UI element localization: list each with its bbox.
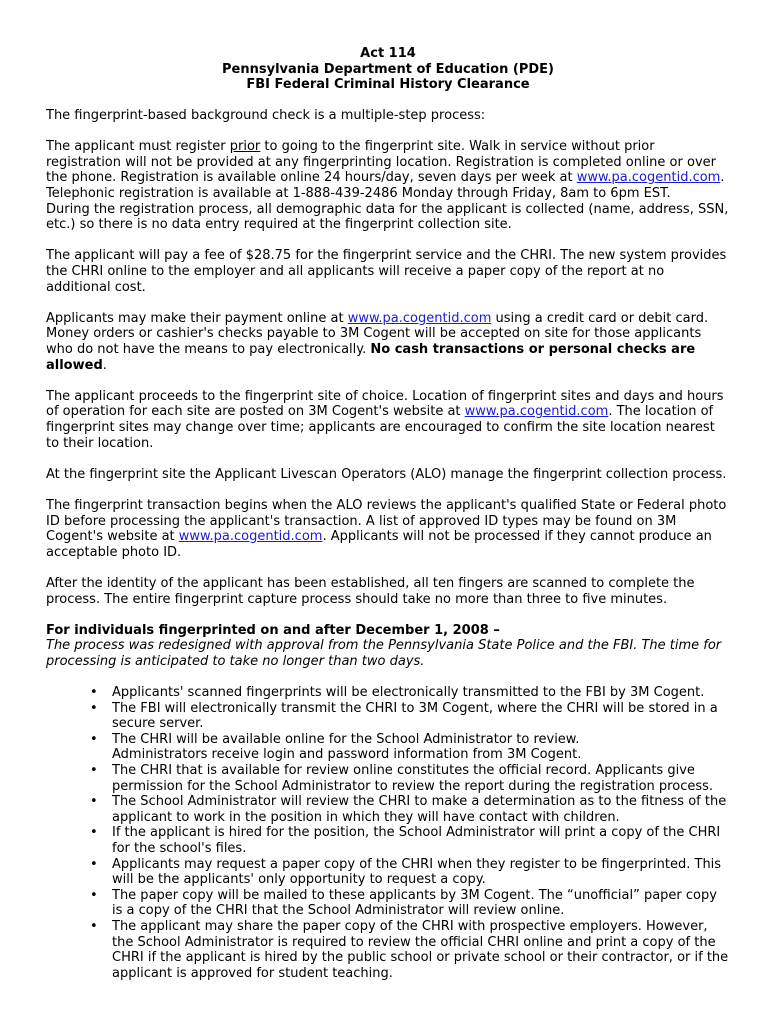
december-heading: For individuals fingerprinted on and after December 1, 2008 –	[46, 622, 500, 638]
header-title: FBI Federal Criminal History Clearance	[246, 77, 530, 92]
intro-paragraph: The fingerprint-based background check is a multiple-step process:	[46, 108, 486, 124]
list-item: • The paper copy will be mailed to these applicants by 3M Cogent. The “unofficial” paper copy is a copy of the CHRI that the School Administrator will review online.	[112, 888, 730, 919]
header-act: Act 114	[360, 46, 416, 61]
list-item: • The School Administrator will review the CHRI to make a determination as to the fitness of the applicant to work in the position in which they will have contact with children.	[112, 794, 730, 825]
cogent-link[interactable]: www.pa.cogentid.com	[347, 310, 492, 326]
payment-paragraph: Applicants may make their payment online at www.pa.cogentid.com using a credit card or debit card. Money orders or cashier's checks payable to 3M Cogent will be accepted on site for those applicants who do not have the means to pay electronically. No cash transactions or personal checks are allowed.	[46, 310, 709, 373]
prior-emphasis: prior	[229, 139, 261, 155]
fee-paragraph: The applicant will pay a fee of $28.75 for the fingerprint service and the CHRI. The new system provides the CHRI online to the employer and all applicants will receive a paper copy of the report at no additional cost.	[46, 248, 727, 295]
december-italic: The process was redesigned with approval from the Pennsylvania State Police and the FBI. The time for processing is anticipated to take no longer than two days.	[46, 638, 722, 669]
no-cash-warning: No cash transactions or personal checks are allowed	[46, 342, 696, 373]
telephonic-paragraph: Telephonic registration is available at 1-888-439-2486 Monday through Friday, 8am to 6pm EST.	[46, 186, 671, 202]
cogent-link[interactable]: www.pa.cogentid.com	[178, 529, 323, 545]
site-paragraph: The applicant proceeds to the fingerprint site of choice. Location of fingerprint sites and days and hours of operation for each site are posted on 3M Cogent's website at www.pa.cogentid.com. The location of fingerprint sites may change over time; applicants are encouraged to confirm the site location nearest to their location.	[46, 388, 724, 451]
transaction-paragraph: The fingerprint transaction begins when the ALO reviews the applicant's qualified State or Federal photo ID before processing the applicant's transaction. A list of approved ID types may be found on 3M Cogent's website at www.pa.cogentid.com. Applicants will not be processed if they cannot produce an acceptable photo ID.	[46, 497, 727, 560]
list-item: • If the applicant is hired for the position, the School Administrator will print a copy of the CHRI for the school's files.	[112, 825, 730, 856]
list-item: • The CHRI will be available online for the School Administrator to review. Administrators receive login and password information from 3M Cogent.	[112, 732, 730, 763]
document-header	[46, 46, 730, 93]
header-department: Pennsylvania Department of Education (PDE)	[222, 61, 554, 77]
registration-paragraph: The applicant must register prior to going to the fingerprint site. Walk in service without prior registration will not be provided at any fingerprinting location. Registration is completed online or over the phone. Registration is available online 24 hours/day, seven days per week at www.pa.cogentid.com.	[46, 139, 725, 186]
demographic-paragraph: During the registration process, all demographic data for the applicant is collected (name, address, SSN, etc.) so there is no data entry required at the fingerprint collection site.	[46, 201, 729, 233]
cogent-link[interactable]: www.pa.cogentid.com	[464, 404, 609, 420]
identity-paragraph: After the identity of the applicant has been established, all ten fingers are scanned to complete the process. The entire fingerprint capture process should take no more than three to five minutes.	[46, 575, 695, 607]
cogent-link[interactable]: www.pa.cogentid.com	[576, 170, 721, 186]
process-bullet-list	[46, 685, 730, 981]
list-item: • The CHRI that is available for review online constitutes the official record. Applicants give permission for the School Administrator to review the report during the registration process.	[112, 763, 730, 794]
list-item: • The applicant may share the paper copy of the CHRI with prospective employers. However, the School Administrator is required to review the official CHRI online and print a copy of the CHRI if the applicant is hired by the public school or private school or their contractor, or if the applicant is approved for student teaching.	[112, 919, 730, 981]
list-item: • Applicants may request a paper copy of the CHRI when they register to be fingerprinted. This will be the applicants' only opportunity to request a copy.	[112, 857, 730, 888]
list-item: • The FBI will electronically transmit the CHRI to 3M Cogent, where the CHRI will be stored in a secure server.	[112, 701, 730, 732]
list-item: • Applicants' scanned fingerprints will be electronically transmitted to the FBI by 3M Cogent.	[112, 685, 730, 701]
alo-paragraph: At the fingerprint site the Applicant Livescan Operators (ALO) manage the fingerprint collection process.	[46, 466, 727, 482]
